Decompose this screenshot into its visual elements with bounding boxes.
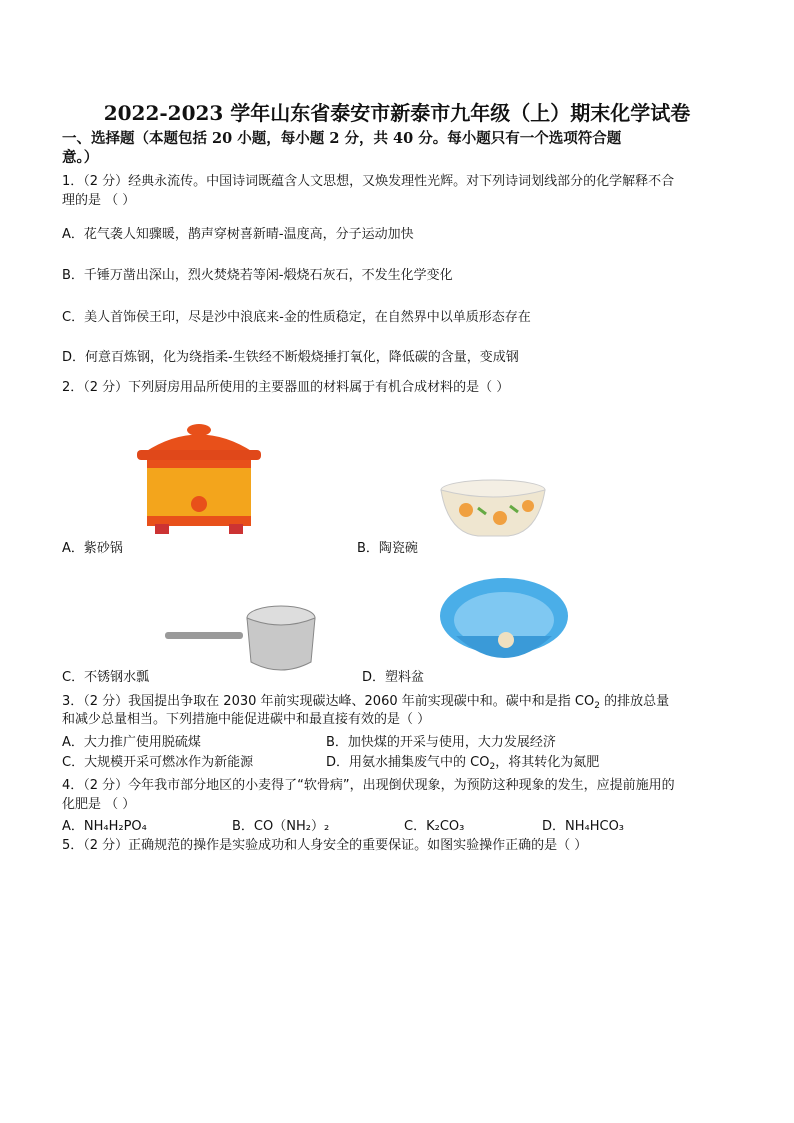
q1-option-c: C．美人首饰侯王印，尽是沙中浪底来-金的性质稳定，在自然界中以单质形态存在	[62, 310, 531, 325]
clay-pot-image	[133, 412, 265, 537]
steel-ladle-image	[163, 598, 319, 678]
q2-option-b: B．陶瓷碗	[357, 541, 418, 556]
q1-option-d: D．何意百炼钢，化为绕指柔-生铁经不断煅烧捶打氧化，降低碳的含量，变成钢	[62, 350, 519, 365]
q1-stem-cont: 理的是 （ ）	[62, 193, 136, 208]
page-title: 2022-2023 学年山东省泰安市新泰市九年级（上）期末化学试卷	[103, 101, 691, 125]
q3-option-d-text: D．用氨水捕集废气中的 CO	[326, 755, 490, 770]
q3-stem: 3．（2 分）我国提出争取在 2030 年前实现碳达峰、2060 年前实现碳中和。碳中和是指 $CO_2$ 的排放总量	[62, 694, 670, 711]
q1-option-a: A．花气袭人知骤暖，鹊声穿树喜新晴-温度高，分子运动加快	[62, 227, 414, 242]
q2-option-a: A．紫砂锅	[62, 541, 123, 556]
q3-option-a: A．大力推广使用脱硫煤	[62, 735, 201, 750]
q4-option-b: B．CO（NH₂）₂	[232, 819, 330, 834]
q4-option-d: D．NH₄HCO₃	[542, 819, 625, 834]
q1-stem: 1．（2 分）经典永流传。中国诗词既蕴含人文思想，又焕发理性光辉。对下列诗词划线部分的化学解释不合	[62, 174, 675, 189]
q3-stem-cont: 和减少总量相当。下列措施中能促进碳中和最直接有效的是（ ）	[62, 712, 431, 727]
q4-stem-cont: 化肥是 （ ）	[62, 797, 136, 812]
q3-option-d-text-end: ，将其转化为氮肥	[495, 755, 600, 770]
q4-option-c: C．K₂CO₃	[404, 819, 465, 834]
q5-stem: 5．（2 分）正确规范的操作是实验成功和人身安全的重要保证。如图实验操作正确的是（ ）	[62, 838, 588, 853]
q3-option-b: B．加快煤的开采与使用，大力发展经济	[326, 735, 556, 750]
q3-option-c: C．大规模开采可燃冰作为新能源	[62, 755, 254, 770]
q4-stem: 4．（2 分）今年我市部分地区的小麦得了“软骨病”，出现倒伏现象，为预防这种现象的发生，应提前施用的	[62, 778, 675, 793]
section-heading: 一、选择题（本题包括 20 小题，每小题 2 分，共 40 分。每小题只有一个选项符合题	[62, 130, 622, 147]
q2-stem: 2．（2 分）下列厨房用品所使用的主要器皿的材料属于有机合成材料的是（ ）	[62, 380, 510, 395]
q1-option-b: B．千锤万凿出深山，烈火焚烧若等闲-煅烧石灰石，不发生化学变化	[62, 268, 453, 283]
q3-stem-text: 3．（2 分）我国提出争取在 2030 年前实现碳达峰、2060 年前实现碳中和。碳中和是指 CO	[62, 694, 595, 709]
q3-stem-text-end: 的排放总量	[604, 694, 670, 709]
q4-option-a: A．NH₄H₂PO₄	[62, 819, 147, 834]
ceramic-bowl-image	[438, 478, 548, 542]
plastic-basin-image	[438, 576, 570, 674]
q2-option-c: C．不锈钢水瓢	[62, 670, 150, 685]
q2-option-d: D．塑料盆	[362, 670, 425, 685]
q3-option-d: D．用氨水捕集废气中的 $CO_2$，将其转化为氮肥	[326, 755, 600, 772]
section-heading-cont: 意。）	[62, 149, 99, 166]
